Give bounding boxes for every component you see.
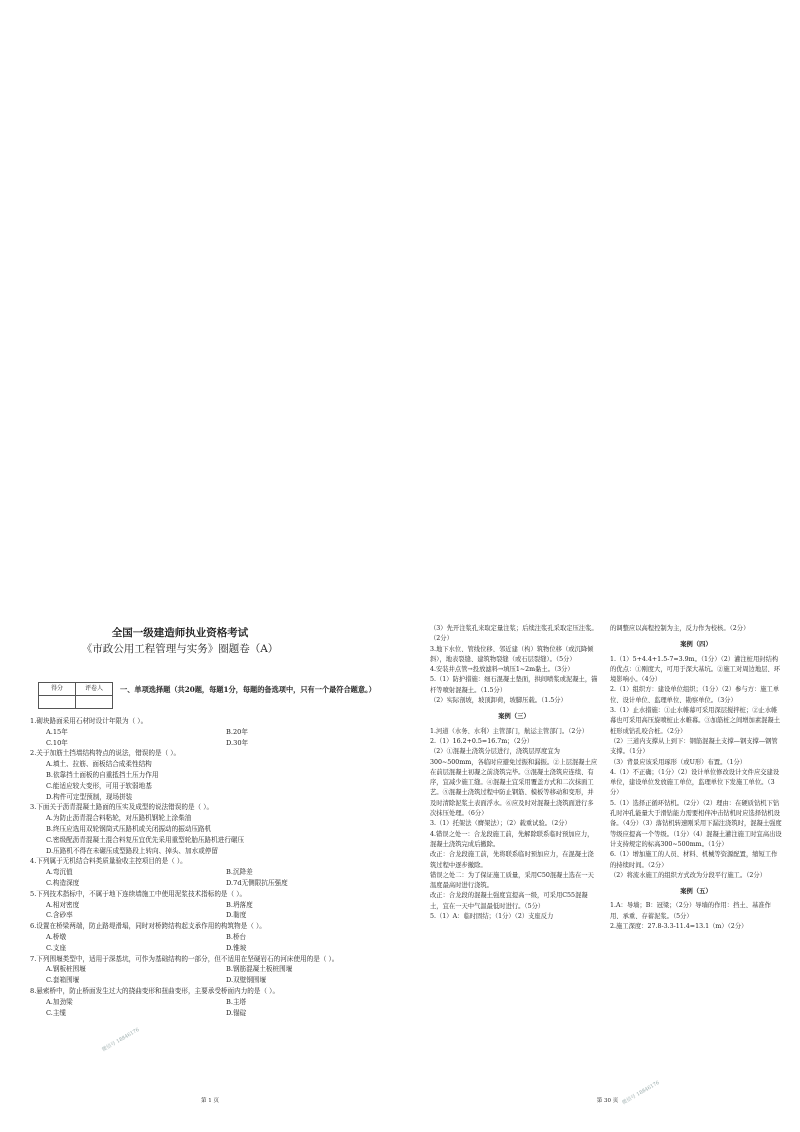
answer-option: D.双壁钢围堰: [226, 976, 267, 985]
question-list: [30, 716, 390, 1018]
answer-paragraph: 5.（1）A：临时固结；（1分）（2）支座反力: [430, 913, 554, 921]
exam-page-right: [430, 610, 785, 1130]
answer-option: C.密级配沥青混凝土混合料复压宜优先采用重型轮胎压路机进行碾压: [46, 835, 245, 844]
question-stem: 7.下列围堰类型中，适用于深基坑，可作为基础结构的一部分，但不适用在坚硬岩石的河床使用的是（ ）。: [30, 954, 339, 963]
answer-option: D.压路机不得在未碾压成型路段上转向、掉头、加水或停留: [46, 846, 218, 855]
answer-paragraph: 1.A：导墙；B：冠梁；（2分）导墙的作用：挡土、基准作用、承重、存蓄泥浆。（5分）: [610, 902, 771, 920]
answer-option: A.钢板桩围堰: [46, 965, 86, 974]
answer-option: A.桥墩: [46, 932, 67, 941]
answer-option: B.终压应选用双轮钢筒式压路机或关闭振动的振动压路机: [46, 824, 212, 833]
answer-option: B.主塔: [226, 997, 247, 1006]
question: [30, 986, 390, 1018]
question-options: [30, 813, 390, 856]
question-stem: 3.下面关于沥青混凝土路面的压实及成型的说法错误的是（ ）。: [30, 803, 214, 812]
watermark: 微信号 18846176: [621, 1079, 661, 1107]
question-stem: 1.砌块路面采用石材时设计年限为（ ）。: [30, 717, 148, 725]
case-heading: 案例（四）: [680, 641, 712, 649]
answer-paragraph: 3.（1）托架法（膺架法）；（2）载重试验。（2分）: [430, 820, 571, 828]
answer-option: C.含砂率: [46, 911, 73, 920]
answer-paragraph: 5.（1）选择正循环钻机。（2分）（2）理由：在硬质钻机下钻孔时冲孔能量大于滑钻能力需要相伴冲击钻机时应选择钻机设备。（4分）（3）落钻机转速刚采用下漏注浇筑时，混凝土强度等级应提高一个等级。（1分）（4）混凝土灌注施工时宜高出设计支持规定的标高300~500mm。（1分）: [610, 799, 782, 848]
answer-paragraph: （3）先开注浆孔来取定量注浆；后续注浆孔采取定压注浆。（2分）: [430, 625, 598, 643]
question-options: [30, 759, 390, 802]
question-stem: 8.悬索桥中，防止桥面发生过大的挠曲变形和扭曲变形，主要承受桥面内力的是（ ）。: [30, 986, 280, 995]
answer-column-1: [430, 624, 598, 922]
question-options: [30, 727, 390, 749]
answer-option: C.套箱围堰: [46, 976, 80, 985]
answer-paragraph: （3）背景应该采用琢形（或U形）布置。（1分）: [610, 758, 747, 766]
answer-paragraph: （2）三道内支撑从上到下：钢筋混凝土支撑—钢支撑—钢管支撑。（1分）: [610, 737, 778, 756]
answer-option: A.为防止沥青混合料粘轮，对压路机钢轮上涂柴油: [46, 814, 192, 823]
question-stem: 4.下列属于无机结合料类质量验收主控项目的是（ ）。: [30, 857, 187, 866]
answer-paragraph: 错误之处二：为了保证施工质量，采用C50混凝土选在一天温度最高时进行浇筑。: [430, 871, 594, 890]
score-label: 得分: [39, 683, 76, 696]
page-number: 第 1 页: [201, 1098, 219, 1104]
answer-paragraph: （2）实际剖坡，坡顶卸荷，坡脚压载。（1.5分）: [430, 697, 567, 705]
answer-option: A.加劲梁: [46, 997, 73, 1006]
question: [30, 856, 390, 888]
question-stem: 6.设置在桥梁两端，防止路堤滑塌，同时对桥跨结构起支承作用的构筑物是（ ）。: [30, 922, 266, 931]
answer-option: C.支座: [46, 943, 67, 952]
case-heading: 案例（三）: [498, 713, 530, 721]
answer-option: C.能适应较大变形，可用于软弱地基: [46, 781, 152, 790]
question-options: [30, 964, 390, 986]
question-options: [30, 900, 390, 922]
exam-page-left: [30, 610, 390, 1130]
answer-option: B.坍落度: [226, 900, 253, 909]
answer-option: C.10年: [46, 738, 68, 747]
question: [30, 802, 390, 856]
question: [30, 748, 390, 802]
answer-paragraph: 的调整应以高程控制为主，反力作为校核。（2分）: [610, 625, 750, 632]
answer-option: D.30年: [226, 738, 249, 747]
answer-option: D.锥坡: [226, 943, 247, 952]
answer-option: A.填土、拉筋、面板结合成柔性结构: [46, 760, 152, 769]
answer-paragraph: 改正：合龙段施工前，先将联系临时预加应力，在混凝土浇筑过程中逐步撤除。: [430, 851, 594, 869]
answer-column-2: [610, 624, 782, 932]
exam-title: 全国一级建造师执业资格考试: [111, 627, 249, 639]
answer-paragraph: 4.（1）不正确；（1分）（2）设计单位修改设计文件应交建设单位，建设单位发放施工单位，监理单位下发施工单位。（3分）: [610, 768, 780, 797]
question-stem: 5.下列技术指标中，不属于地下连续墙施工中使用泥浆技术指标的是（ ）。: [30, 889, 247, 898]
answer-paragraph: 1.（1）5+4.4+1.5-7=3.9m。（1分）（2）灌注桩用封结构的优点：①刚度大，可用于深大基坑。②施工对周边地层、环境影响小。（4分）: [610, 655, 781, 684]
question-stem: 2.关于加筋土挡墙结构特点的说法，错误的是（ ）。: [30, 749, 181, 758]
answer-paragraph: 3.地下水位、管线位移、邻近建（构）筑物位移（或沉降倾斜），地表裂缝、建筑物裂缝（或石层裂缝）。（5分）: [430, 645, 594, 663]
answer-option: B.依靠挡土面板的自重抵挡土压力作用: [46, 770, 159, 779]
answer-option: B.桥台: [226, 932, 247, 941]
answer-option: B.钢筋混凝土板桩围堰: [226, 965, 293, 974]
answer-option: B.20年: [226, 727, 248, 736]
question: [30, 954, 390, 986]
answer-paragraph: 3.（1）止水措施：①止水帷幕可采用深层搅拌桩；②止水帷幕也可采用高压旋喷桩止水帷幕。③加筋桩之间增加素混凝土桩形成钻孔咬合桩。（2分）: [610, 707, 781, 735]
answer-paragraph: （2）将流水施工的组织方式改为分段平行施工。（2分）: [610, 871, 766, 879]
question: [30, 716, 390, 748]
watermark: 微信号 18846176: [101, 1026, 141, 1054]
exam-subtitle: 《市政公用工程管理与实务》圈题卷（A）: [81, 643, 279, 655]
answer-paragraph: 2.（1）16.2+0.5=16.7m；（2分）: [430, 737, 534, 745]
question: [30, 889, 390, 921]
question: [30, 921, 390, 953]
answer-option: D.构件可定型预制，现场拼装: [46, 792, 133, 801]
answer-paragraph: 2.施工深度：27.8-3.3-11.4=13.1（m）（2分）: [610, 923, 748, 931]
answer-paragraph: 2.（1）组织方：建设单位组织；（1分）（2）参与方：施工单位、设计单位、监理单位、勘察单位。（3分）: [610, 686, 780, 704]
answer-option: A.相对密度: [46, 900, 80, 909]
answer-option: A.15年: [46, 727, 68, 736]
case-heading: 案例（五）: [680, 888, 712, 896]
answer-option: C.主缆: [46, 1008, 67, 1017]
question-options: [30, 867, 390, 889]
score-cell: [39, 696, 76, 709]
answer-paragraph: 1.河道（水务、水利）主管部门，航运主管部门。（2分）: [430, 727, 588, 735]
grader-label: 评卷人: [76, 683, 113, 696]
section-heading: 一、单项选择题（共20题，每题1分，每题的备选项中，只有一个最符合题意。）: [120, 685, 376, 694]
question-options: [30, 932, 390, 954]
answer-paragraph: 4.安装井点管→投放滤料→填压1~2m黏土。（3分）: [430, 666, 574, 674]
answer-paragraph: 改正：合龙段的混凝土强度宜提高一级，可采用C55混凝土，宜在一天中气温最低时进行。（5分）: [430, 892, 588, 910]
answer-option: C.构造深度: [46, 878, 80, 887]
question-options: [30, 997, 390, 1019]
score-table: [38, 682, 113, 709]
answer-option: D.7d无侧限抗压强度: [226, 878, 288, 887]
answer-option: D.黏度: [226, 911, 247, 920]
grader-cell: [76, 696, 113, 709]
answer-option: D.锚碇: [226, 1008, 247, 1017]
answer-paragraph: 4.错误之处一：合龙段施工前，先解除联系临时预加应力，混凝土浇筑完成后撤除。: [430, 830, 594, 848]
page-number: 第 30 页: [596, 1098, 619, 1104]
answer-paragraph: （2）①混凝土浇筑分层进行，浇筑层厚度宜为300~500mm，各临时应避免过振和漏振。②上层混凝土应在前层混凝土初凝之前浇筑完毕。③混凝土浇筑应连续、有序，宜减少施工缝。④混凝土宜采用覆盖方式和二次抹面工艺。⑤混凝土浇筑过程中防止钢筋、模板等移动和变形，并及时清除泥浆土表面浮水。⑥应及时对混凝土浇筑面进行多次抹压处理。（6分）: [430, 748, 598, 818]
answer-paragraph: 6.（1）增加施工的人员、材料、机械等资源配置，缩短工作的持续时间。（2分）: [610, 851, 778, 869]
answer-option: B.沉降差: [226, 868, 253, 877]
answer-paragraph: 5.（1）防护措施：细石混凝土垫面，拱间喷浆或泥凝土，锚杆等喷射混凝土。（1.5分）: [430, 676, 598, 694]
answer-option: A.弯沉值: [46, 868, 73, 877]
